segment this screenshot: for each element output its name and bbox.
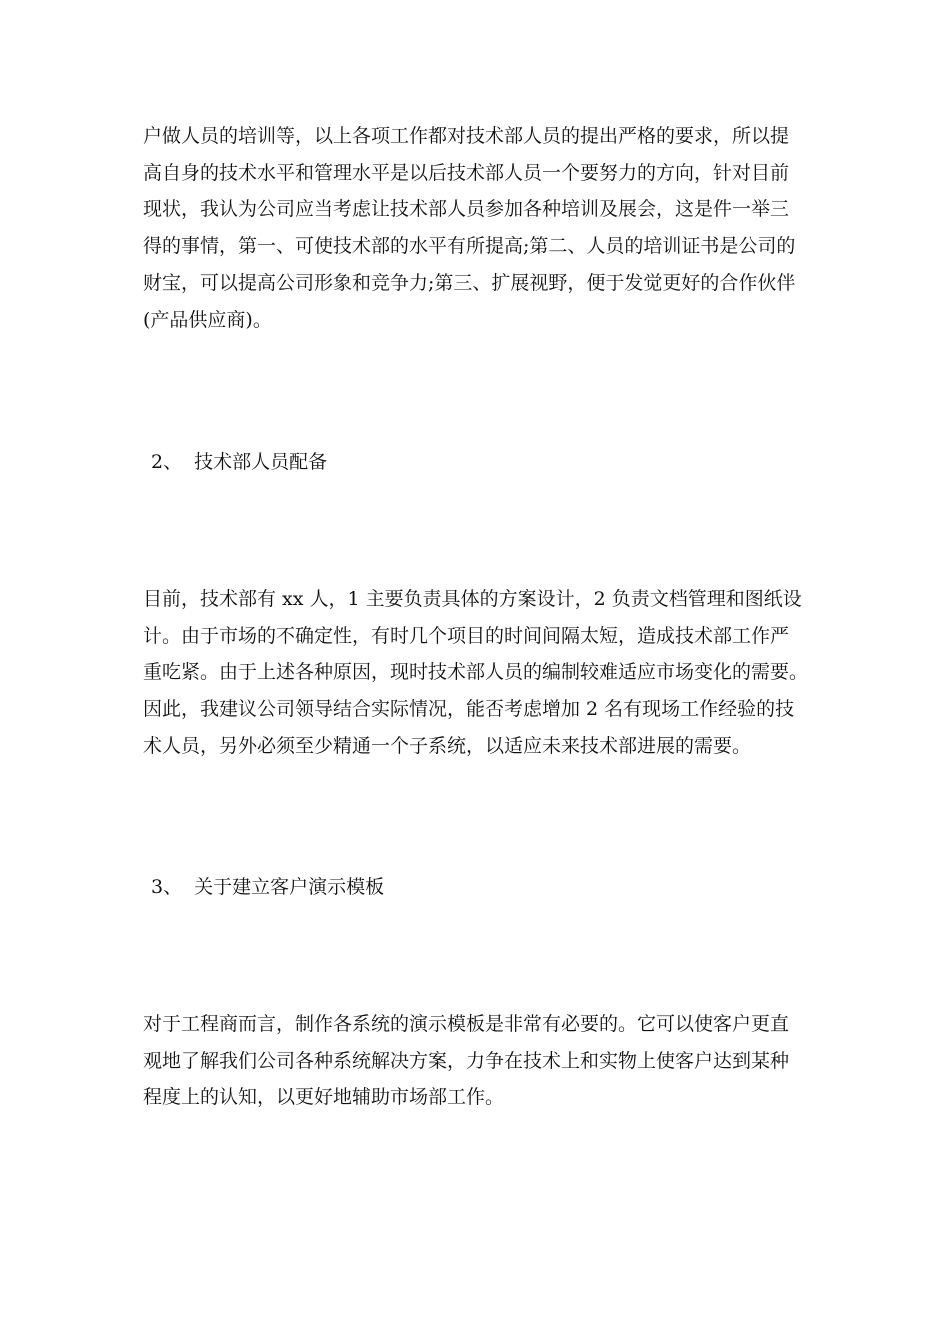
section-heading-demo-template: 3、 关于建立客户演示模板 xyxy=(151,876,385,898)
paragraph-line: 得的事情，第一、可使技术部的水平有所提高;第二、人员的培训证书是公司的 xyxy=(143,235,796,258)
paragraph-staffing xyxy=(143,581,813,765)
paragraph-line: 术人员，另外必须至少精通一个子系统，以适应未来技术部进展的需要。 xyxy=(143,734,752,757)
paragraph-line: 观地了解我们公司各种系统解决方案，力争在技术上和实物上使客户达到某种 xyxy=(143,1049,790,1072)
paragraph-line: 因此，我建议公司领导结合实际情况，能否考虑增加 2 名有现场工作经验的技 xyxy=(143,698,795,721)
paragraph-demo-template xyxy=(143,1006,813,1116)
section-heading-staffing: 2、 技术部人员配备 xyxy=(151,451,328,473)
paragraph-line: 对于工程商而言，制作各系统的演示模板是非常有必要的。它可以使客户更直 xyxy=(143,1013,790,1035)
paragraph-line: 程度上的认知，以更好地辅助市场部工作。 xyxy=(143,1086,505,1109)
paragraph-training xyxy=(143,118,813,338)
paragraph-line: 户做人员的培训等，以上各项工作都对技术部人员的提出严格的要求，所以提 xyxy=(143,125,790,147)
paragraph-line: (产品供应商)。 xyxy=(143,308,272,331)
paragraph-line: 现状，我认为公司应当考虑让技术部人员参加各种培训及展会，这是件一举三 xyxy=(143,198,790,221)
paragraph-line: 目前，技术部有 xx 人，1 主要负责具体的方案设计，2 负责文档管理和图纸设 xyxy=(143,588,802,610)
paragraph-line: 重吃紧。由于上述各种原因，现时技术部人员的编制较难适应市场变化的需要。 xyxy=(143,661,809,684)
paragraph-line: 财宝，可以提高公司形象和竞争力;第三、扩展视野，便于发觉更好的合作伙伴 xyxy=(143,271,796,294)
paragraph-line: 高自身的技术水平和管理水平是以后技术部人员一个要努力的方向，针对目前 xyxy=(143,161,790,184)
paragraph-line: 计。由于市场的不确定性，有时几个项目的时间间隔太短，造成技术部工作严 xyxy=(143,624,790,647)
